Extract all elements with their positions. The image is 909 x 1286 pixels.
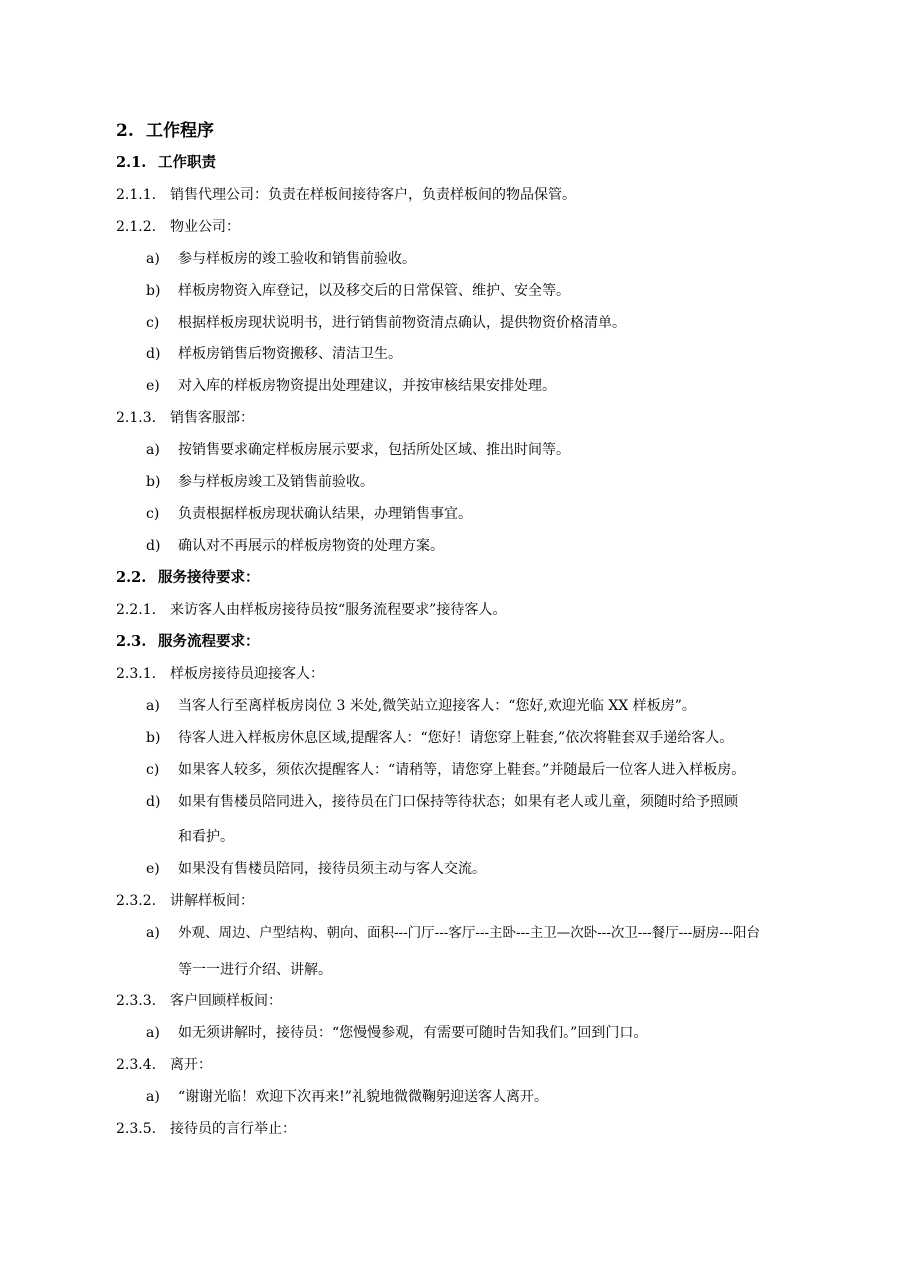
section-text: 样板房接待员迎接客人： [170,666,324,682]
section-2-1-2 [116,217,240,237]
item-text: 如果客人较多，须依次提醒客人：“请稍等，请您穿上鞋套。”并随最后一位客人进入样板房。 [178,762,746,778]
item-text: 参与样板房的竣工验收和销售前验收。 [178,251,416,267]
item-label: d) [146,538,161,554]
section-2-3-4 [116,1055,212,1075]
section-number: 2.3.2. [116,893,157,909]
section-number: 2.3. [116,633,147,650]
section-text: 客户回顾样板间： [170,993,282,1009]
list-item [146,1023,647,1043]
section-title: 服务流程要求： [158,633,260,650]
item-label: d) [146,346,161,362]
item-text: 负责根据样板房现状确认结果，办理销售事宜。 [178,506,472,522]
section-2-3-3 [116,991,282,1011]
section-number: 2.2. [116,569,147,586]
item-label: b) [146,283,161,299]
item-label: d) [146,794,161,810]
section-number: 2.3.3. [116,993,157,1009]
list-item [146,249,416,269]
item-text: 根据样板房现状说明书，进行销售前物资清点确认，提供物资价格清单。 [178,315,626,331]
section-2-3-2 [116,891,254,911]
section-title: 服务接待要求： [158,569,260,586]
section-2-3-1 [116,664,324,684]
item-text: 待客人进入样板房休息区域,提醒客人：“您好！请您穿上鞋套,”依次将鞋套双手递给客人。 [178,730,734,746]
section-2-2-heading [116,568,260,588]
section-number: 2.3.1. [116,666,157,682]
list-item [146,728,733,748]
list-item-continuation: 和看护。 [178,829,234,845]
section-2-2-1 [116,600,506,620]
section-text: 讲解样板间： [170,893,254,909]
list-item [146,696,696,716]
item-label: b) [146,730,161,746]
section-number: 2.1.2. [116,219,157,235]
list-item [146,536,444,556]
section-2-3-heading [116,632,260,652]
list-item [146,440,570,460]
section-number: 2.1. [116,154,147,171]
item-text: 对入库的样板房物资提出处理建议，并按审核结果安排处理。 [178,378,556,394]
item-text: 参与样板房竣工及销售前验收。 [178,474,374,490]
heading-number: 2. [116,121,134,141]
section-text: 销售客服部： [170,410,254,426]
list-item-continuation: 等一一进行介绍、讲解。 [178,962,332,978]
section-2-1-heading [116,153,216,173]
section-number: 2.3.5. [116,1121,157,1137]
list-item [146,859,486,879]
section-number: 2.1.1. [116,187,157,203]
item-text: 外观、周边、户型结构、朝向、面积---门厅---客厅---主卧---主卫—次卧---次卫---餐厅---厨房---阳台 [178,925,760,941]
item-text: “谢谢光临！欢迎下次再来!”礼貌地微微鞠躬迎送客人离开。 [178,1089,548,1105]
item-label: a) [146,925,160,941]
section-2-1-3 [116,408,254,428]
list-item [146,792,738,812]
item-label: a) [146,442,160,458]
list-item [146,281,570,301]
list-item [146,472,374,492]
item-text: 样板房物资入库登记，以及移交后的日常保管、维护、安全等。 [178,283,570,299]
item-label: c) [146,315,160,331]
section-2-3-5 [116,1119,296,1139]
section-text: 物业公司： [170,219,240,235]
item-label: e) [146,378,160,394]
section-number: 2.1.3. [116,410,157,426]
item-text: 如果没有售楼员陪同，接待员须主动与客人交流。 [178,861,486,877]
item-text: 样板房销售后物资搬移、清洁卫生。 [178,346,402,362]
item-label: c) [146,506,160,522]
heading-2 [116,119,214,143]
list-item [146,313,626,333]
item-label: c) [146,762,160,778]
section-text: 销售代理公司：负责在样板间接待客户，负责样板间的物品保管。 [170,187,576,203]
item-label: b) [146,474,161,490]
item-text: 按销售要求确定样板房展示要求，包括所处区域、推出时间等。 [178,442,570,458]
item-label: a) [146,1089,160,1105]
list-item [146,923,760,943]
list-item [146,344,402,364]
item-text: 如无须讲解时，接待员：“您慢慢参观，有需要可随时告知我们。”回到门口。 [178,1025,648,1041]
list-item [146,376,556,396]
item-label: a) [146,698,160,714]
list-item [146,760,745,780]
section-text: 来访客人由样板房接待员按“服务流程要求”接待客人。 [170,602,507,618]
section-text: 接待员的言行举止： [170,1121,296,1137]
section-number: 2.3.4. [116,1057,157,1073]
item-label: a) [146,1025,160,1041]
item-label: a) [146,251,160,267]
item-text: 如果有售楼员陪同进入，接待员在门口保持等待状态；如果有老人或儿童，须随时给予照顾 [178,794,738,810]
item-text: 当客人行至离样板房岗位 3 米处,微笑站立迎接客人：“您好,欢迎光临 XX 样板房”。 [178,698,696,714]
section-number: 2.2.1. [116,602,157,618]
section-title: 工作职责 [158,154,216,171]
list-item [146,504,472,524]
item-label: e) [146,861,160,877]
section-2-1-1 [116,185,576,205]
section-text: 离开： [170,1057,212,1073]
heading-title: 工作程序 [146,121,214,141]
list-item [146,1087,548,1107]
item-text: 确认对不再展示的样板房物资的处理方案。 [178,538,444,554]
